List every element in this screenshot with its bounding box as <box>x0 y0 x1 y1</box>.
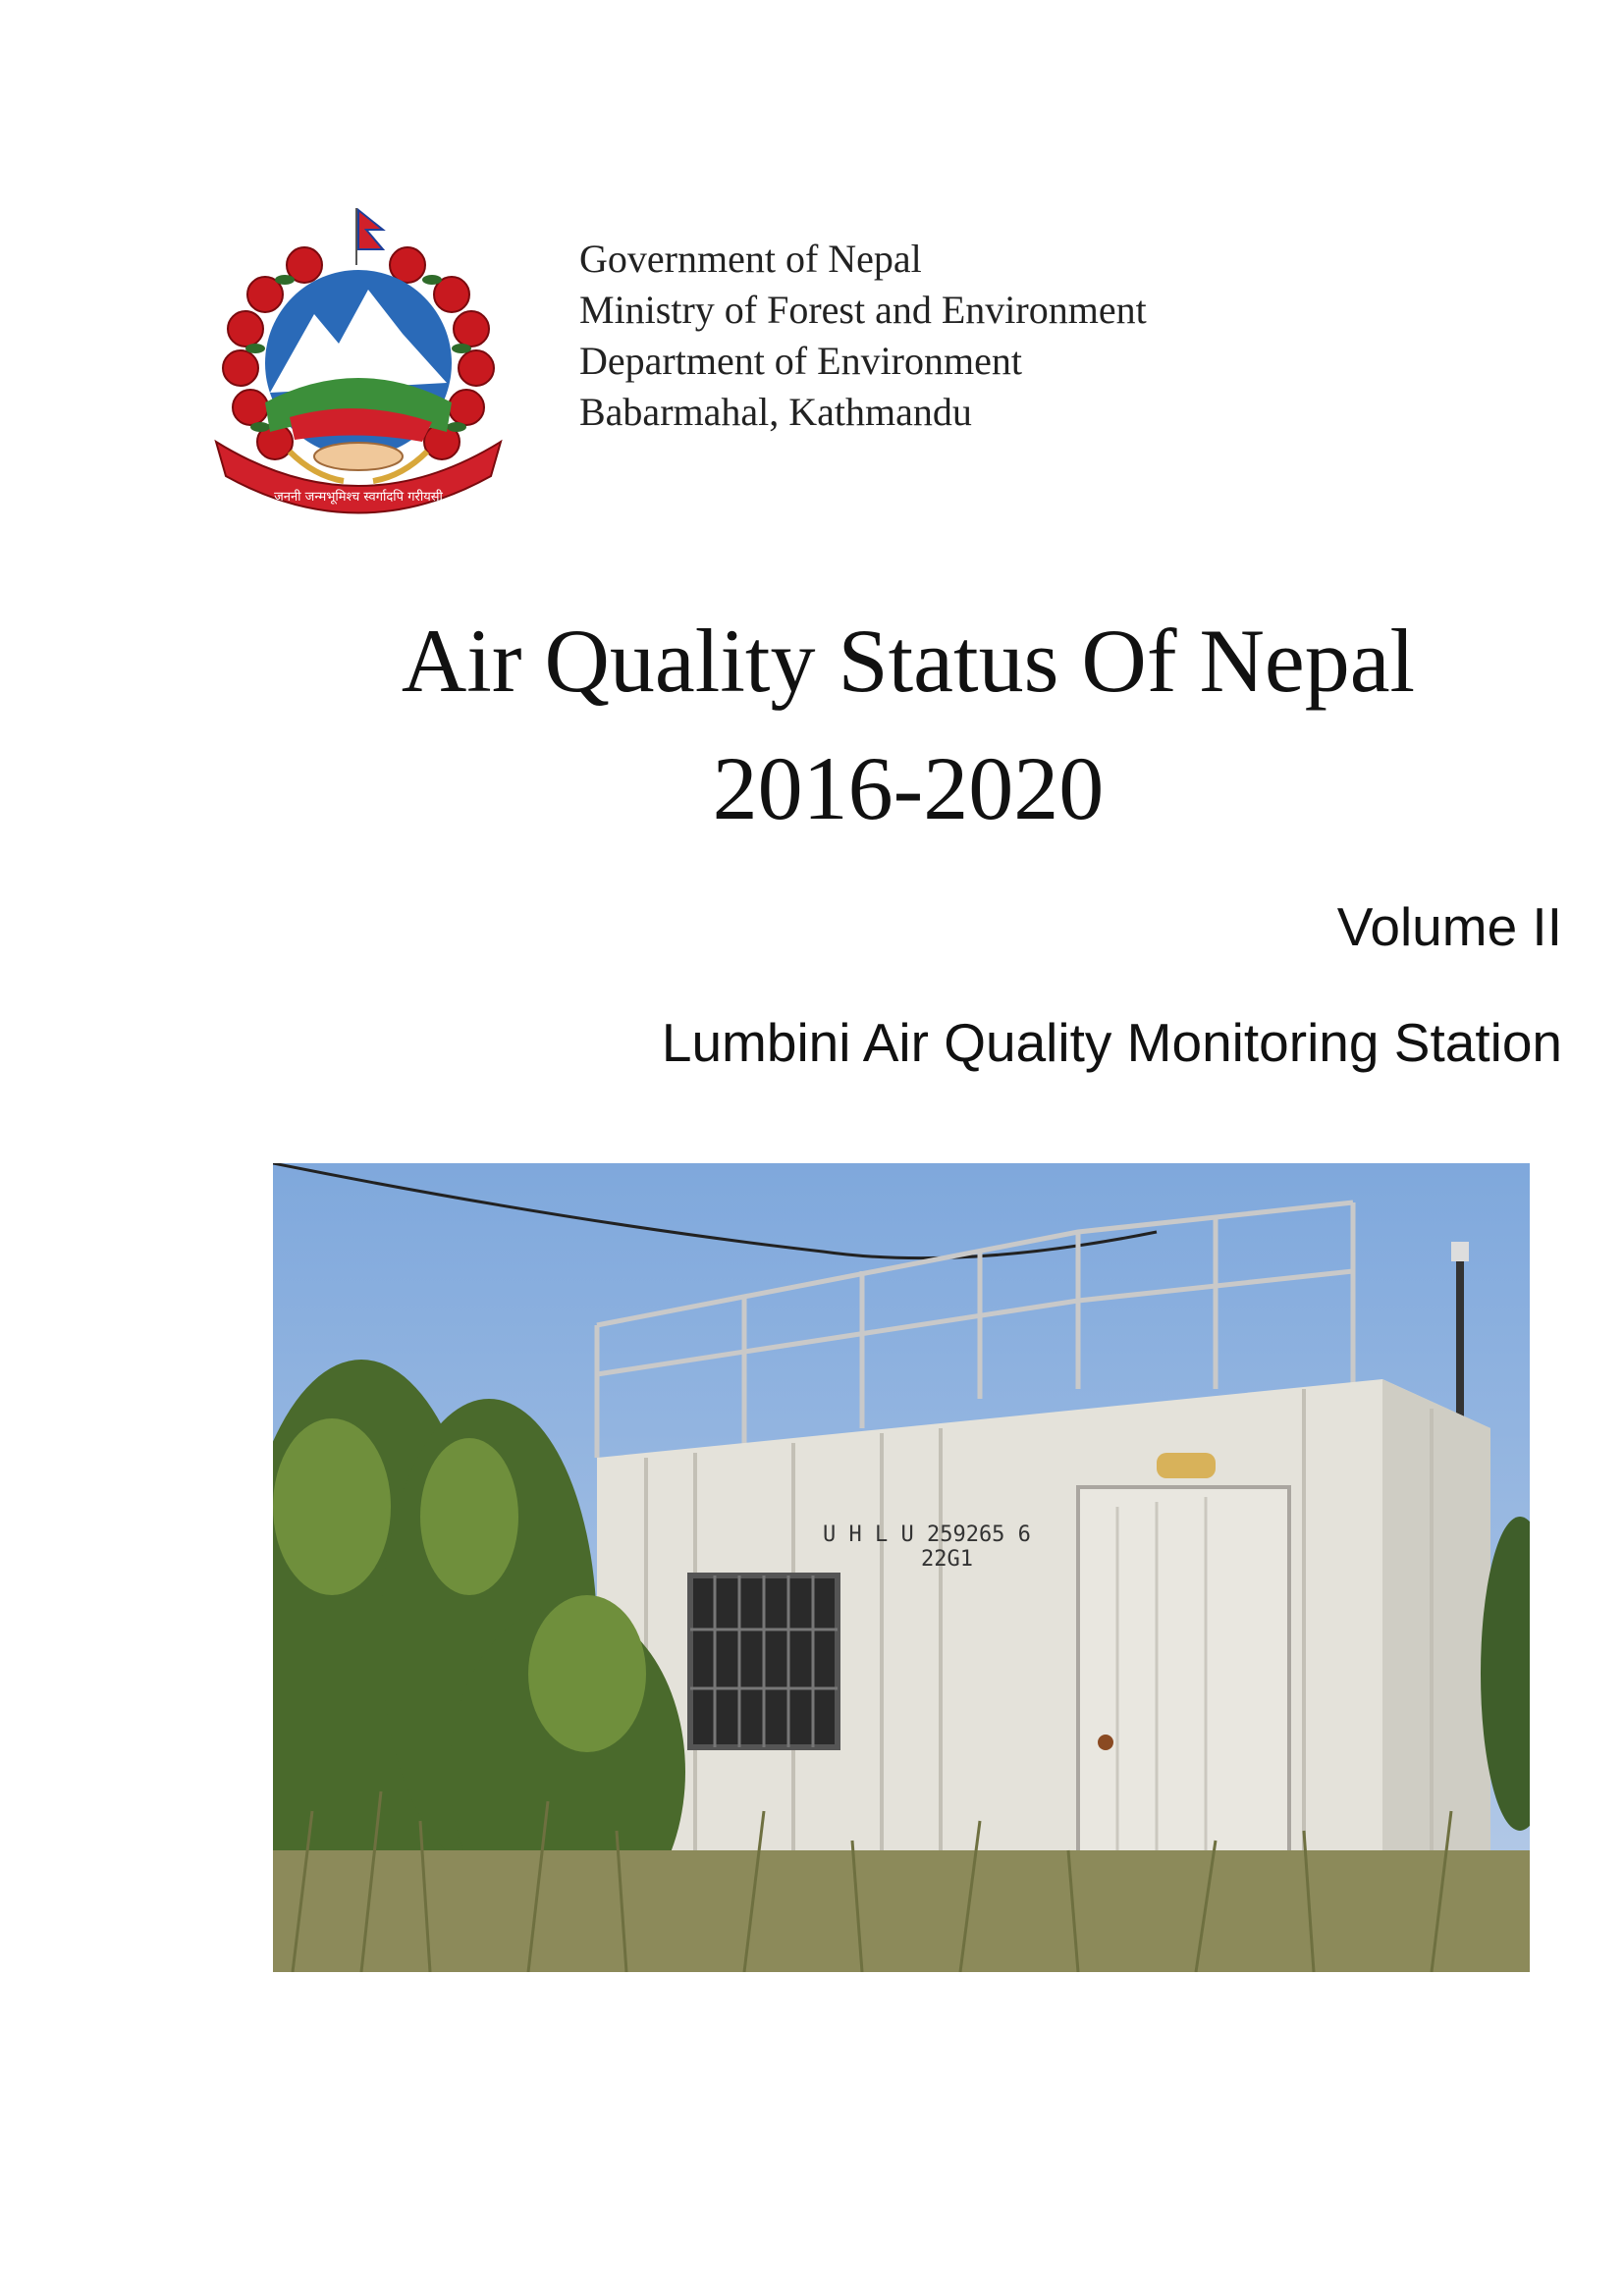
monitoring-station-photo <box>273 1163 1530 1972</box>
department-header <box>579 234 1147 438</box>
header-line-ministry: Ministry of Forest and Environment <box>579 288 1147 332</box>
header-line-department: Department of Environment <box>579 339 1022 383</box>
report-title: Air Quality Status Of Nepal <box>401 611 1416 711</box>
volume-label: Volume II <box>1336 896 1562 957</box>
nepal-flag-icon <box>356 208 383 265</box>
report-years: 2016-2020 <box>712 738 1105 838</box>
container-marking-1: U H L U 259265 6 <box>823 1522 1031 1547</box>
header-line-government: Government of Nepal <box>579 237 922 281</box>
nepal-emblem-icon <box>196 206 520 520</box>
station-name: Lumbini Air Quality Monitoring Station <box>661 1012 1562 1073</box>
header-line-address: Babarmahal, Kathmandu <box>579 390 972 434</box>
emblem-motto: जननी जन्मभूमिश्च स्वर्गादपि गरीयसी <box>274 490 443 505</box>
container-marking-2: 22G1 <box>921 1547 973 1572</box>
